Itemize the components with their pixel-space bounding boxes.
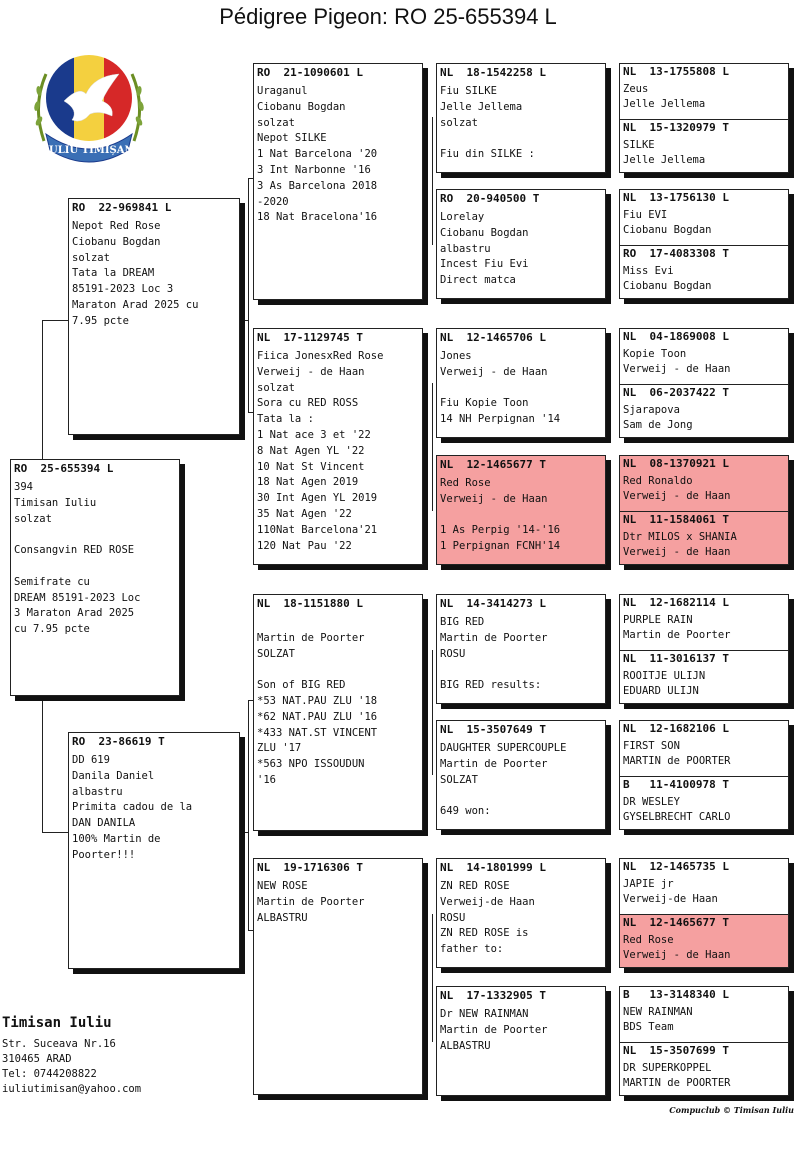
pigeon-card-great-grandparent: NL 14-1801999 L ZN RED ROSE Verweij-de Haan ROSU ZN RED ROSE is father to: (436, 858, 606, 968)
pigeon-card-great-grandparent: NL 12-1465706 L Jones Verweij - de Haan Fiu Kopie Toon 14 NH Perpignan '14 (436, 328, 606, 438)
pigeon-pair-card (619, 594, 789, 704)
owner-city: 310465 ARAD (2, 1053, 72, 1065)
ring-number: B 11-4100978 T (623, 778, 729, 791)
ring-number: NL 12-1465677 T (440, 458, 546, 471)
connector (42, 697, 43, 832)
pigeon-entry: B 11-4100978 T DR WESLEY GYSELBRECHT CARLO (620, 776, 788, 830)
owner-name: Timisan Iuliu (2, 1015, 112, 1031)
pigeon-entry: NL 15-3507699 T DR SUPERKOPPEL MARTIN de POORTER (620, 1042, 788, 1096)
ring-number: NL 11-3016137 T (623, 652, 729, 665)
connector (240, 320, 248, 321)
pigeon-card-great-grandparent: NL 18-1542258 L Fiu SILKE Jelle Jellema solzat Fiu din SILKE : (436, 63, 606, 173)
pigeon-entry: NL 13-1756130 L Fiu EVI Ciobanu Bogdan (620, 190, 788, 245)
pigeon-pair-card (619, 858, 789, 968)
pigeon-card-grandparent: NL 17-1129745 T Fiica JonesxRed Rose Verweij - de Haan solzat Sora cu RED ROSS Tata la : 1 Nat ace 3 et '22 8 Nat Agen YL '22 10 Nat St Vincent 18 Nat Agen 2019 30 Int Agen YL 2019 35 Nat Agen '22 110Nat Barcelona'21 120 Nat Pau '22 (253, 328, 423, 565)
ring-number: RO 25-655394 L (14, 462, 114, 475)
connector (42, 320, 43, 460)
ring-number: NL 11-1584061 T (623, 513, 729, 526)
ring-number: NL 12-1465677 T (623, 916, 729, 929)
ring-number: B 13-3148340 L (623, 988, 729, 1001)
ring-number: NL 19-1716306 T (257, 861, 363, 874)
page-title: Pédigree Pigeon: RO 25-655394 L (219, 4, 557, 29)
connector (432, 117, 433, 245)
pigeon-card-great-grandparent: RO 20-940500 T Lorelay Ciobanu Bogdan albastru Incest Fiu Evi Direct matca (436, 189, 606, 299)
ring-number: NL 13-1756130 L (623, 191, 729, 204)
ring-number: NL 15-1320979 T (623, 121, 729, 134)
pigeon-entry: RO 17-4083308 T Miss Evi Ciobanu Bogdan (620, 245, 788, 299)
pigeon-entry: B 13-3148340 L NEW RAINMAN BDS Team (620, 987, 788, 1042)
logo-text: IULIU TIMIȘAN (44, 145, 134, 156)
ring-number: NL 17-1332905 T (440, 989, 546, 1002)
pigeon-card-great-grandparent-highlighted: NL 12-1465677 T Red Rose Verweij - de Haan 1 As Perpig '14-'16 1 Perpignan FCNH'14 (436, 455, 606, 565)
ring-number: NL 15-3507699 T (623, 1044, 729, 1057)
ring-number: NL 06-2037422 T (623, 386, 729, 399)
ring-number: NL 13-1755808 L (623, 65, 729, 78)
ring-number: NL 12-1465735 L (623, 860, 729, 873)
pigeon-card-grandparent: RO 21-1090601 L Uraganul Ciobanu Bogdan solzat Nepot SILKE 1 Nat Barcelona '20 3 Int Narbonne '16 3 As Barcelona 2018 -2020 18 Nat Bracelona'16 (253, 63, 423, 300)
connector (42, 320, 70, 321)
owner-contact (2, 1015, 141, 1097)
ring-number: NL 12-1682114 L (623, 596, 729, 609)
ring-number: NL 18-1542258 L (440, 66, 546, 79)
pigeon-entry-highlighted: NL 12-1465677 T Red Rose Verweij - de Haan (620, 914, 788, 968)
connector (42, 832, 70, 833)
connector (432, 650, 433, 775)
ring-number: RO 20-940500 T (440, 192, 540, 205)
pigeon-pair-card (619, 986, 789, 1096)
ring-number: NL 12-1682106 L (623, 722, 729, 735)
pigeon-entry: NL 12-1682114 L PURPLE RAIN Martin de Poorter (620, 595, 788, 650)
pigeon-card-great-grandparent: NL 17-1332905 T Dr NEW RAINMAN Martin de Poorter ALBASTRU (436, 986, 606, 1096)
pigeon-entry: NL 06-2037422 T Sjarapova Sam de Jong (620, 384, 788, 438)
connector (248, 178, 249, 412)
pigeon-pair-card (619, 328, 789, 438)
ring-number: RO 23-86619 T (72, 735, 165, 748)
ring-number: NL 17-1129745 T (257, 331, 363, 344)
connector (432, 914, 433, 1042)
pigeon-pair-card (619, 720, 789, 830)
software-credit: Compuclub © Timisan Iuliu (669, 1105, 794, 1115)
owner-address: Str. Suceava Nr.16 (2, 1038, 116, 1050)
ring-number: NL 15-3507649 T (440, 723, 546, 736)
pigeon-card-grandparent: NL 18-1151880 L Martin de Poorter SOLZAT Son of BIG RED *53 NAT.PAU ZLU '18 *62 NAT.PAU ZLU '16 *433 NAT.ST VINCENT ZLU '17 *563 NPO ISSOUDUN '16 (253, 594, 423, 831)
pigeon-entry: NL 12-1682106 L FIRST SON MARTIN de POORTER (620, 721, 788, 776)
ring-number: NL 08-1370921 L (623, 457, 729, 470)
pigeon-entry: NL 08-1370921 L Red Ronaldo Verweij - de Haan (620, 456, 788, 511)
pigeon-pair-card (619, 63, 789, 173)
pigeon-pair-card-highlighted (619, 455, 789, 565)
ring-number: RO 21-1090601 L (257, 66, 363, 79)
ring-number: NL 14-3414273 L (440, 597, 546, 610)
ring-number: NL 12-1465706 L (440, 331, 546, 344)
pigeon-card-great-grandparent: NL 15-3507649 T DAUGHTER SUPERCOUPLE Martin de Poorter SOLZAT 649 won: (436, 720, 606, 830)
ring-number: RO 22-969841 L (72, 201, 172, 214)
pigeon-card-dam: RO 23-86619 T DD 619 Danila Daniel albastru Primita cadou de la DAN DANILA 100% Martin de Poorter!!! (68, 732, 240, 969)
connector (248, 700, 249, 930)
pigeon-entry: NL 11-3016137 T ROOITJE ULIJN EDUARD ULIJN (620, 650, 788, 704)
pigeon-entry: NL 04-1869008 L Kopie Toon Verweij - de Haan (620, 329, 788, 384)
owner-phone: Tel: 0744208822 (2, 1068, 97, 1080)
ring-number: RO 17-4083308 T (623, 247, 729, 260)
connector (240, 832, 248, 833)
pigeon-entry: NL 12-1465735 L JAPIE jr Verweij-de Haan (620, 859, 788, 914)
pigeon-card-subject: RO 25-655394 L 394 Timisan Iuliu solzat Consangvin RED ROSE Semifrate cu DREAM 85191-2023 Loc 3 Maraton Arad 2025 cu 7.95 pcte (10, 459, 180, 696)
pigeon-card-great-grandparent: NL 14-3414273 L BIG RED Martin de Poorter ROSU BIG RED results: (436, 594, 606, 704)
ring-number: NL 04-1869008 L (623, 330, 729, 343)
pigeon-card-grandparent: NL 19-1716306 T NEW ROSE Martin de Poorter ALBASTRU (253, 858, 423, 1095)
ring-number: NL 14-1801999 L (440, 861, 546, 874)
club-logo (24, 46, 154, 168)
pigeon-entry: NL 15-1320979 T SILKE Jelle Jellema (620, 119, 788, 173)
connector (432, 383, 433, 511)
pigeon-entry: NL 11-1584061 T Dtr MILOS x SHANIA Verweij - de Haan (620, 511, 788, 565)
pigeon-entry: NL 13-1755808 L Zeus Jelle Jellema (620, 64, 788, 119)
pigeon-pair-card (619, 189, 789, 299)
pigeon-card-sire: RO 22-969841 L Nepot Red Rose Ciobanu Bogdan solzat Tata la DREAM 85191-2023 Loc 3 Maraton Arad 2025 cu 7.95 pcte (68, 198, 240, 435)
ring-number: NL 18-1151880 L (257, 597, 363, 610)
owner-email: iuliutimisan@yahoo.com (2, 1083, 142, 1095)
